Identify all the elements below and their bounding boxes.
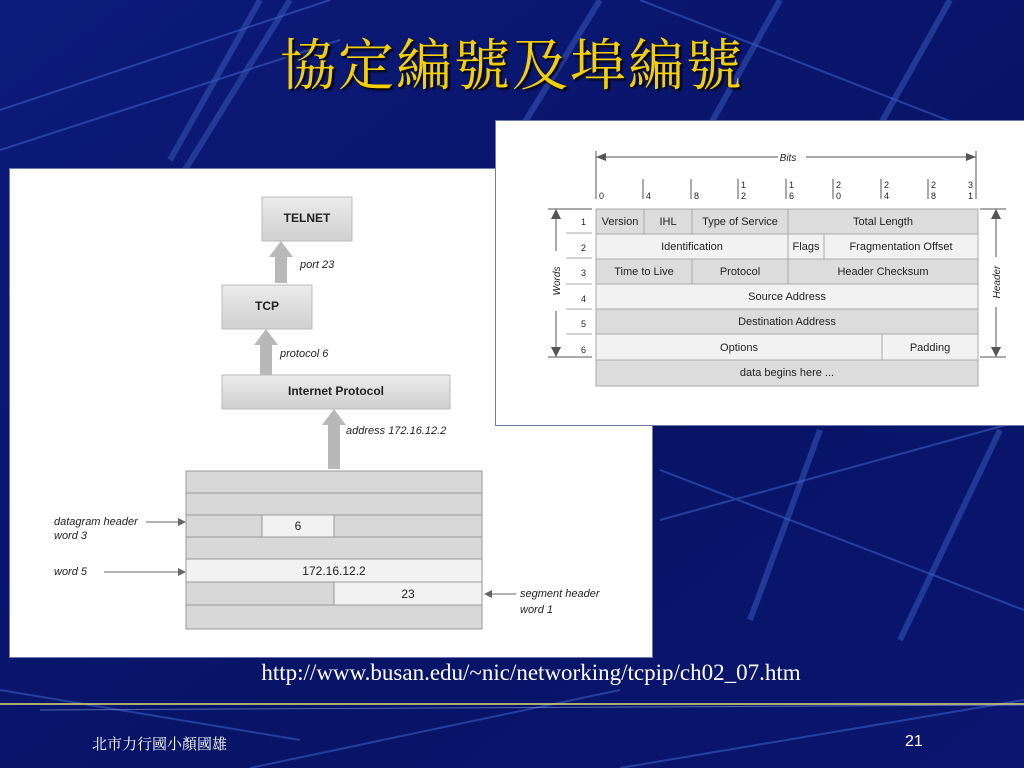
bit-tick-label: 2 bbox=[836, 180, 842, 190]
row-number: 6 bbox=[580, 345, 586, 355]
slide-title: 協定編號及埠編號 bbox=[280, 34, 744, 99]
address-label: address 172.16.12.2 bbox=[346, 425, 447, 437]
segment-header-note: segment header bbox=[520, 588, 600, 600]
footer-author: 北市力行國小顏國雄 bbox=[92, 735, 228, 753]
protocol-label: protocol 6 bbox=[280, 348, 329, 360]
up-arrow-icon bbox=[322, 409, 346, 469]
telnet-box bbox=[262, 197, 352, 241]
field-version: Version bbox=[601, 216, 639, 228]
up-arrow-icon bbox=[254, 329, 278, 375]
words-label: Words bbox=[552, 266, 563, 296]
bit-tick-label: 3 bbox=[968, 180, 974, 190]
left-arrow-icon bbox=[484, 590, 516, 598]
ip-header-diagram-panel bbox=[495, 120, 1024, 426]
field-total-length: Total Length bbox=[853, 216, 913, 228]
field-source-address: Source Address bbox=[748, 291, 826, 303]
row-number: 4 bbox=[580, 294, 586, 304]
source-url[interactable]: http://www.busan.edu/~nic/networking/tcpip/ch02_07.htm bbox=[261, 660, 801, 685]
bit-tick-label: 0 bbox=[836, 191, 842, 201]
header-axis bbox=[980, 209, 1006, 357]
internet-protocol-box bbox=[222, 375, 450, 409]
field-protocol: Protocol bbox=[719, 266, 761, 278]
page-number: 21 bbox=[905, 733, 923, 750]
bit-tick-label: 4 bbox=[646, 191, 652, 201]
right-arrow-icon bbox=[146, 518, 186, 526]
address-cell: 172.16.12.2 bbox=[302, 564, 366, 578]
row-number: 3 bbox=[580, 268, 586, 278]
field-padding: Padding bbox=[909, 342, 951, 354]
internet-protocol-label: Internet Protocol bbox=[287, 384, 385, 398]
field-type-of-service: Type of Service bbox=[702, 216, 778, 228]
up-arrow-icon bbox=[269, 241, 293, 283]
row-number: 2 bbox=[580, 243, 586, 253]
field-header-checksum: Header Checksum bbox=[837, 266, 929, 278]
field-options: Options bbox=[720, 342, 758, 354]
port-label: port 23 bbox=[300, 259, 335, 271]
row-number: 1 bbox=[580, 217, 586, 227]
datagram-header-word-note: word 3 bbox=[54, 530, 88, 542]
bit-tick-label: 8 bbox=[694, 191, 700, 201]
port-number-cell: 23 bbox=[401, 587, 415, 601]
telnet-label: TELNET bbox=[283, 211, 331, 225]
tcp-box bbox=[222, 285, 312, 329]
bit-tick-label: 2 bbox=[884, 180, 890, 190]
words-axis bbox=[548, 209, 592, 357]
bits-label: Bits bbox=[779, 153, 797, 164]
bit-tick-label: 2 bbox=[931, 180, 937, 190]
datagram-header-note: datagram header bbox=[54, 516, 138, 528]
field-destination-address: Destination Address bbox=[738, 316, 836, 328]
right-arrow-icon bbox=[104, 568, 186, 576]
bit-tick-label: 1 bbox=[968, 191, 974, 201]
bit-tick-label: 4 bbox=[884, 191, 890, 201]
bit-tick-label: 1 bbox=[741, 180, 747, 190]
datagram-grid bbox=[186, 471, 482, 629]
field-time-to-live: Time to Live bbox=[614, 266, 674, 278]
bit-tick-label: 0 bbox=[599, 191, 605, 201]
field-fragmentation-offset: Fragmentation Offset bbox=[849, 241, 953, 253]
field-data-begins: data begins here ... bbox=[739, 367, 835, 379]
bit-tick-label: 2 bbox=[741, 191, 747, 201]
header-label: Header bbox=[992, 265, 1003, 299]
protocol-number-cell: 6 bbox=[294, 519, 302, 533]
field-identification: Identification bbox=[661, 241, 723, 253]
bit-tick-label: 6 bbox=[789, 191, 795, 201]
bit-tick-label: 8 bbox=[931, 191, 937, 201]
tcp-label: TCP bbox=[255, 299, 279, 313]
bit-tick-label: 1 bbox=[789, 180, 795, 190]
row-numbers bbox=[566, 217, 592, 355]
field-ihl: IHL bbox=[659, 216, 677, 228]
bit-ticks bbox=[599, 179, 973, 201]
field-flags: Flags bbox=[792, 241, 820, 253]
row-number: 5 bbox=[580, 319, 586, 329]
segment-header-word-note: word 1 bbox=[520, 604, 554, 616]
word5-note: word 5 bbox=[54, 566, 88, 578]
